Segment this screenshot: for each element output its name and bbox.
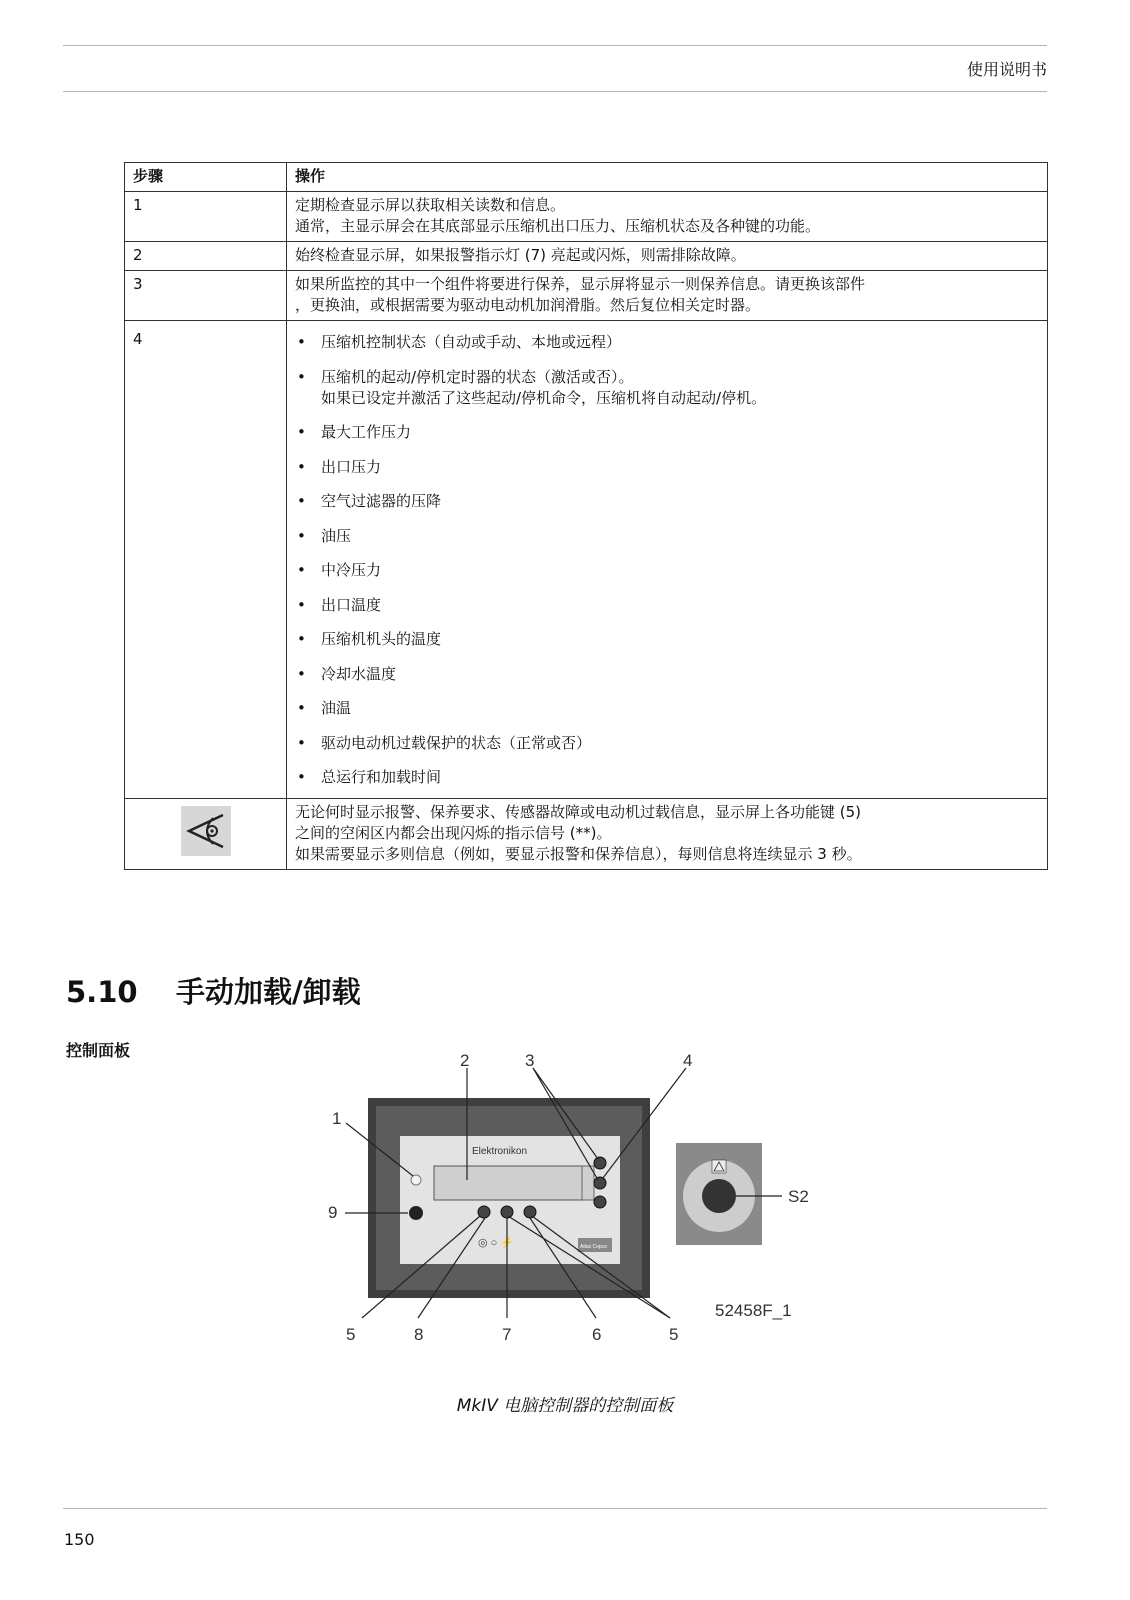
table-row <box>125 321 1048 799</box>
step-action <box>287 192 1048 242</box>
table-header-row <box>125 163 1048 192</box>
list-item: • 中冷压力 <box>295 560 1039 581</box>
eye-icon <box>181 806 231 856</box>
action-line: ，更换油，或根据需要为驱动电动机加润滑脂。然后复位相关定时器。 <box>295 296 761 314</box>
status-list <box>295 332 1039 788</box>
figure-reference: 52458F_1 <box>715 1301 792 1320</box>
table-row <box>125 192 1048 242</box>
callout-6: 6 <box>592 1325 602 1344</box>
action-line: 定期检查显示屏以获取相关读数和信息。 <box>295 196 566 214</box>
footer-rule <box>63 1508 1047 1509</box>
list-item: • 最大工作压力 <box>295 422 1039 443</box>
panel-small-icons: ◎ ○ ⚡ <box>478 1237 515 1249</box>
callout-9: 9 <box>328 1203 338 1222</box>
list-item: • 油温 <box>295 698 1039 719</box>
start-button-9 <box>409 1206 423 1220</box>
step-number: 4 <box>125 321 287 799</box>
callout-4: 4 <box>683 1051 693 1070</box>
header-rule-bottom <box>63 91 1047 92</box>
header-step: 步骤 <box>125 163 287 192</box>
list-item-sub: 如果已设定并激活了这些起动/停机命令，压缩机将自动起动/停机。 <box>321 388 767 407</box>
action-line: 通常，主显示屏会在其底部显示压缩机出口压力、压缩机状态及各种键的功能。 <box>295 217 821 235</box>
note-icon-cell <box>125 799 287 870</box>
header-action: 操作 <box>287 163 1048 192</box>
step-number: 2 <box>125 242 287 271</box>
action-line: 始终检查显示屏，如果报警指示灯 (7) 亮起或闪烁，则需排除故障。 <box>295 246 746 264</box>
table-row <box>125 799 1048 870</box>
control-panel-figure <box>320 1051 840 1398</box>
callout-7: 7 <box>502 1325 512 1344</box>
brand-label: Elektronikon <box>472 1146 528 1157</box>
step-number: 3 <box>125 271 287 321</box>
key-button-7 <box>501 1206 513 1218</box>
list-item: • 出口温度 <box>295 595 1039 616</box>
list-item <box>295 367 1039 409</box>
switch-label: S2 <box>788 1187 809 1206</box>
callout-5-right: 5 <box>669 1325 679 1344</box>
list-item: • 总运行和加载时间 <box>295 767 1039 788</box>
note-text <box>287 799 1048 870</box>
header-title: 使用说明书 <box>966 60 1047 79</box>
step-number: 1 <box>125 192 287 242</box>
list-item: • 油压 <box>295 526 1039 547</box>
logo-text: Atlas Copco <box>580 1244 607 1250</box>
scroll-button-enter <box>594 1177 606 1189</box>
section-heading <box>66 970 361 1011</box>
list-item: • 冷却水温度 <box>295 664 1039 685</box>
callout-1: 1 <box>332 1109 342 1128</box>
note-line: 无论何时显示报警、保养要求、传感器故障或电动机过载信息，显示屏上各功能键 (5) <box>295 803 862 821</box>
note-line: 如果需要显示多则信息（例如，要显示报警和保养信息），每则信息将连续显示 3 秒。 <box>295 845 862 863</box>
key-button-6 <box>524 1206 536 1218</box>
step-action <box>287 271 1048 321</box>
callout-5-left: 5 <box>346 1325 356 1344</box>
steps-table <box>124 162 1048 870</box>
note-line: 之间的空闲区内都会出现闪烁的指示信号 (**)。 <box>295 824 612 842</box>
section-number: 5.10 <box>66 975 138 1009</box>
list-item: • 空气过滤器的压降 <box>295 491 1039 512</box>
page-number: 150 <box>64 1530 95 1549</box>
header-rule-top <box>63 45 1047 46</box>
list-item: • 压缩机机头的温度 <box>295 629 1039 650</box>
subsection-title: 控制面板 <box>66 1041 131 1060</box>
callout-8: 8 <box>414 1325 424 1344</box>
callout-3: 3 <box>525 1051 535 1070</box>
step-action <box>287 321 1048 799</box>
list-item: • 驱动电动机过载保护的状态（正常或否） <box>295 733 1039 754</box>
figure-caption: MkIV 电脑控制器的控制面板 <box>456 1396 674 1416</box>
callout-2: 2 <box>460 1051 470 1070</box>
lcd-display <box>434 1166 594 1200</box>
table-row <box>125 271 1048 321</box>
scroll-button-down <box>594 1196 606 1208</box>
action-line: 如果所监控的其中一个组件将要进行保养，显示屏将显示一则保养信息。请更换该部件 <box>295 275 866 293</box>
switch-s2-knob <box>702 1179 736 1213</box>
list-item-text: 压缩机的起动/停机定时器的状态（激活或否）。 <box>321 367 634 386</box>
list-item: • 压缩机控制状态（自动或手动、本地或远程） <box>295 332 1039 353</box>
table-row <box>125 242 1048 271</box>
step-action <box>287 242 1048 271</box>
indicator-light-1 <box>411 1175 421 1185</box>
scroll-button-up <box>594 1157 606 1169</box>
list-item: • 出口压力 <box>295 457 1039 478</box>
section-title: 手动加载/卸载 <box>176 975 361 1009</box>
